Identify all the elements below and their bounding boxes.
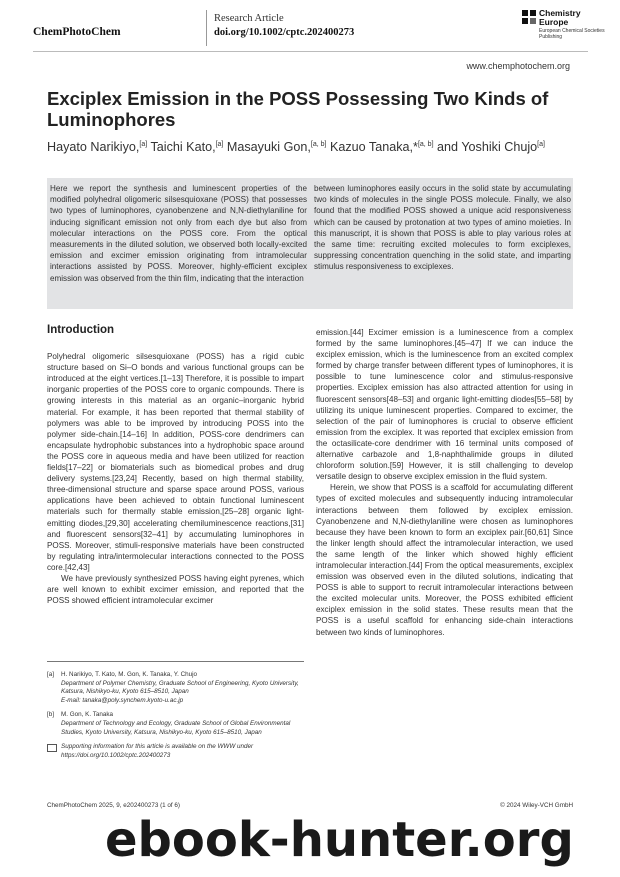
affiliation-names: H. Narikiyo, T. Kato, M. Gon, K. Tanaka, Y. Chujo bbox=[61, 671, 198, 678]
abstract-box bbox=[47, 178, 573, 309]
publisher-subtitle: European Chemical Societies Publishing bbox=[539, 28, 605, 40]
author-affil-sup: [a] bbox=[215, 140, 224, 148]
journal-website-link[interactable]: www.chemphotochem.org bbox=[466, 61, 570, 71]
author-name: Masayuki Gon, bbox=[226, 140, 311, 154]
affiliation-label: [a] bbox=[47, 671, 55, 678]
doi-link[interactable]: doi.org/10.1002/cptc.202400273 bbox=[214, 27, 355, 38]
affiliation-label: [b] bbox=[47, 711, 55, 719]
author-affil-sup: [a, b] bbox=[310, 140, 327, 148]
affiliation-a bbox=[47, 671, 304, 705]
abstract-column-right bbox=[314, 183, 571, 273]
supporting-info-link[interactable]: Supporting information for this article is available on the WWW under https://doi.org/10.1002/cptc.202400273 bbox=[61, 743, 254, 759]
affiliations bbox=[47, 661, 304, 766]
affiliation-names: M. Gon, K. Tanaka bbox=[61, 711, 114, 719]
body-paragraph: Herein, we show that POSS is a scaffold for accumulating different types of excited molecules and subsequently inducing intramolecular interactions between them followed by exciplex emission. Cyanobenzene and N,N-diethylaniline were chosen as luminophores because they have been known to form an exciplex pair.[60,61] Since the linker length should affect the intramolecular interaction, we used the same length of the linker which showed highly efficient intramolecular interaction.[44] From the optical measurements, exciplex emission was observed even in the diluted solutions, indicating that POSS is able to support to recruit intramolecular interactions between the excited molecular units. Moreover, the POSS exhibited efficient exciplex emission in the solid states. These results mean that the POSS is a useful scaffold for enhancing side-chain interactions between two kinds of luminophores. bbox=[316, 483, 573, 637]
author-name: Kazuo Tanaka,* bbox=[329, 140, 418, 154]
author-name: Hayato Narikiyo, bbox=[47, 140, 140, 154]
footer-copyright: © 2024 Wiley-VCH GmbH bbox=[500, 802, 573, 809]
publisher-logo-block[interactable] bbox=[522, 9, 618, 45]
header-rule bbox=[33, 51, 588, 52]
body-paragraph: We have previously synthesized POSS having eight pyrenes, which are well known to exhibit excimer emission, and reported that the POSS showed efficient intramolecular excimer bbox=[47, 573, 304, 606]
body-column-right bbox=[316, 327, 573, 638]
journal-name: ChemPhotoChem bbox=[33, 26, 121, 38]
author-name: and Yoshiki Chujo bbox=[437, 140, 538, 154]
supporting-info-note bbox=[47, 743, 304, 760]
article-title: Exciplex Emission in the POSS Possessing Two Kinds of Luminophores bbox=[47, 88, 549, 130]
supporting-info-icon bbox=[47, 744, 57, 752]
body-paragraph: Polyhedral oligomeric silsesquioxane (POSS) has a rigid cubic structure based on Si–O bonds and various functional groups can be introduced at the eight vertices.[1–13] Therefore, it is possible to impart inorganic properties of the POSS core to organic compounds. There is growing interests in this material as an organic–inorganic hybrid material. For example, it has been reported that thermal stability of polymers was able to be improved by introducing POSS into the polymer side-chain.[14–16] In addition, POSS-core dendrimers can encapsulate hydrophobic substances into a hydrophobic space around the POSS core in aqueous media and have been utilized for reaction fields[17–22] or biomaterials such as biomedical probes and drug delivery systems.[23,24] Recently, based on high thermal stability, three-dimensional structure and sparse space around POSS, various applications have been achieved to obtain functional luminescent materials such for thermally stable emission,[25–28] organic light-emitting diodes,[29,30] accelerating chemiluminescence reactions,[31] and fluorescent sensors[32–41] by accumulating luminophores in POSS. Moreover, stimuli-responsive materials have been constructed by regulating intra/intermolecular interactions connected to the POSS core.[42,43] bbox=[47, 352, 304, 572]
abstract-column-left bbox=[50, 183, 307, 284]
chemistry-europe-logo-icon bbox=[522, 10, 536, 24]
author-list bbox=[47, 140, 587, 154]
abstract-text: between luminophores easily occurs in the solid state by accumulating two kinds of molecules in the single POSS molecule. Finally, we also found that the modified POSS showed a unique acid responsiveness which can be caused by protonation at two types of amino moieties. In this manuscript, it is shown that POSS is able to play various roles at the same time: recruiting excited molecules to form exciplexes, suppressing concentration quenching in the solid state, and imparting stimulus responsiveness to exciplexes. bbox=[314, 184, 571, 272]
corresponding-email-link[interactable]: E-mail: tanaka@poly.synchem.kyoto-u.ac.jp bbox=[61, 696, 184, 704]
author-affil-sup: [a] bbox=[139, 140, 148, 148]
abstract-text: Here we report the synthesis and luminescent properties of the modified polyhedral oligomeric silsesquioxane (POSS) that possesses two types of luminophores, cyanobenzene and N,N-diethylaniline for inducing significant emission not only from each dye but also from molecular interactions on the POSS core. From the optical measurements in the diluted solution, we observed both locally-excited emission and excimer emission originating from intramolecular interactions assisted by POSS. Moreover, highly-efficient exciplex emission was observed from the thin film, indicating that the interaction bbox=[50, 184, 307, 283]
header-divider bbox=[206, 10, 207, 46]
article-type: Research Article bbox=[214, 13, 284, 24]
affiliation-b bbox=[47, 711, 304, 737]
affiliation-address: Department of Polymer Chemistry, Graduate School of Engineering, Kyoto University, Katsura, Nishikyo-ku, Kyoto 615–8510, Japan bbox=[61, 679, 299, 696]
author-affil-sup: [a] bbox=[537, 140, 545, 148]
body-column-left bbox=[47, 320, 304, 606]
body-paragraph: emission.[44] Excimer emission is a luminescence from a complex formed by the same luminophores.[45–47] If we can induce the exciplex emission, which is the luminescence from an excited complex formed by charge transfer between different types of luminophores, it is possible to tune luminescence color and stimulus-responsive properties. Exciplex emission has also attracted attention for using in fluorescent sensors[48–53] and organic light-emitting diodes[55–58] by utilizing its unique luminescent properties. Compared to excimer, the selection of the pair of luminophores is crucial to observe efficient emission from the exciplex. It was reported that exciplex emission from the octasilicate-core dendrimer with 16 terminal units composed of alternative carbazole and 1,8-naphthalimide groups in diluted chloroform solution.[59] However, it is still challenging to develop versatile design to observe exciplex emission in the fluid system. bbox=[316, 328, 573, 482]
author-affil-sup: [a, b] bbox=[417, 140, 434, 148]
page-header bbox=[0, 0, 620, 50]
watermark-text: ebook-hunter.org bbox=[105, 812, 574, 868]
section-heading-introduction: Introduction bbox=[47, 324, 115, 336]
author-name: Taichi Kato, bbox=[150, 140, 216, 154]
affiliation-address: Department of Technology and Ecology, Graduate School of Global Environmental Studies, Kyoto University, Katsura, Nishikyo-ku, Kyoto 615–8510, Japan bbox=[61, 719, 291, 736]
publisher-name: Chemistry Europe bbox=[539, 8, 581, 27]
footer-citation: ChemPhotoChem 2025, 9, e202400273 (1 of 6) bbox=[47, 802, 181, 809]
